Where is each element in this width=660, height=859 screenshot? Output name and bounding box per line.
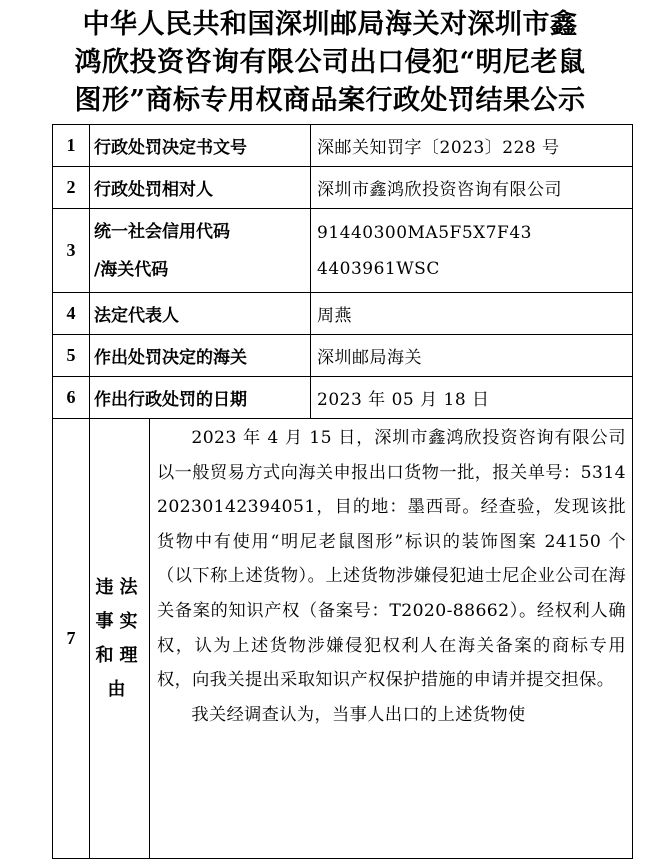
table-row	[53, 209, 633, 293]
reasons-paragraph: 2023 年 4 月 15 日，深圳市鑫鸿欣投资咨询有限公司以一般贸易方式向海关申报出口货物一批，报关单号：531420230142394051，目的地：墨西哥。经查验，发现该批货物中有使用“明尼老鼠图形”标识的装饰图案 24150 个（以下称上述货物）。上述货物涉嫌侵犯迪士尼企业公司在海关备案的知识产权（备案号：T2020-88662）。经权利人确权，认为上述货物涉嫌侵犯权利人在海关备案的商标专用权，向我关提出采取知识产权保护措施的申请并提交担保。	[157, 428, 626, 691]
code-value	[311, 209, 633, 293]
reasons-label	[90, 419, 150, 859]
row-number: 4	[53, 293, 90, 335]
table-row	[53, 419, 633, 859]
party-value: 深圳市鑫鸿欣投资咨询有限公司	[311, 167, 633, 209]
row-number: 7	[53, 419, 90, 859]
row-label: 法定代表人	[90, 293, 311, 335]
reasons-label-line: 违法	[95, 576, 144, 598]
reasons-label-line: 事实	[95, 610, 144, 632]
reasons-label-line: 由	[107, 678, 132, 700]
row-number: 6	[53, 377, 90, 419]
table-row	[53, 335, 633, 377]
customs-code-label: /海关代码	[94, 259, 169, 280]
table-row	[53, 125, 633, 167]
row-number: 1	[53, 125, 90, 167]
row-number: 2	[53, 167, 90, 209]
row-number: 5	[53, 335, 90, 377]
title-line: 鸿欣投资咨询有限公司出口侵犯“明尼老鼠	[74, 47, 586, 78]
row-label: 行政处罚决定书文号	[90, 125, 311, 167]
row-label	[90, 209, 311, 293]
date-value: 2023 年 05 月 18 日	[311, 377, 633, 419]
reasons-text	[150, 419, 633, 859]
customs-value: 深圳邮局海关	[311, 335, 633, 377]
table-row	[53, 293, 633, 335]
title-line: 图形”商标专用权商品案行政处罚结果公示	[74, 85, 586, 116]
decision-number-value: 深邮关知罚字〔2023〕228 号	[311, 125, 633, 167]
document-title	[0, 6, 660, 120]
customs-code-value: 4403961WSC	[317, 258, 440, 279]
reasons-paragraph: 我关经调查认为，当事人出口的上述货物使	[191, 704, 526, 725]
credit-code-label: 统一社会信用代码	[94, 221, 230, 242]
credit-code-value: 91440300MA5F5X7F43	[317, 222, 532, 243]
table-row	[53, 377, 633, 419]
reasons-label-line: 和理	[95, 644, 144, 666]
row-number: 3	[53, 209, 90, 293]
table-row	[53, 167, 633, 209]
title-line: 中华人民共和国深圳邮局海关对深圳市鑫	[82, 9, 578, 40]
row-label: 作出处罚决定的海关	[90, 335, 311, 377]
penalty-info-table	[52, 124, 633, 859]
row-label: 行政处罚相对人	[90, 167, 311, 209]
row-label: 作出行政处罚的日期	[90, 377, 311, 419]
legal-rep-value: 周燕	[311, 293, 633, 335]
